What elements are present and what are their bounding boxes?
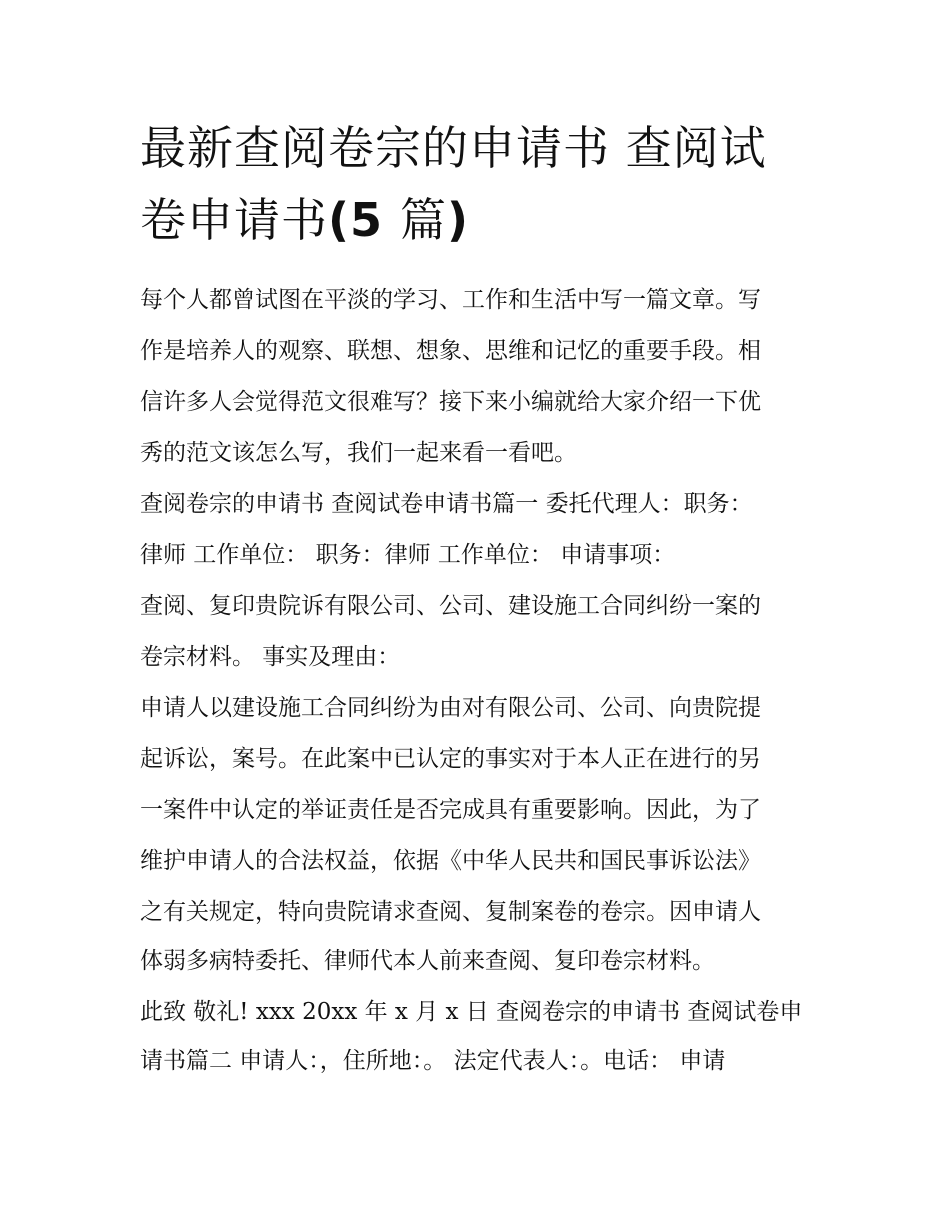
- body-line: 律师 工作单位： 职务：律师 工作单位： 申请事项：: [140, 542, 676, 568]
- body-line: 查阅卷宗的申请书 查阅试卷申请书篇一 委托代理人：职务：: [140, 491, 753, 517]
- body-line: 申请人以建设施工合同纠纷为由对有限公司、公司、向贵院提: [140, 695, 761, 721]
- document-title: [140, 112, 820, 256]
- title-line-2-text: 卷申请书: [140, 193, 328, 247]
- body-line: 之有关规定，特向贵院请求查阅、复制案卷的卷宗。因申请人: [140, 899, 761, 925]
- body-line: 维护申请人的合法权益，依据《中华人民共和国民事诉讼法》: [140, 848, 761, 874]
- body-line: 信许多人会觉得范文很难写？接下来小编就给大家介绍一下优: [140, 389, 761, 415]
- body-line: 查阅、复印贵院诉有限公司、公司、建设施工合同纠纷一案的: [140, 593, 761, 619]
- body-line: 请书篇二 申请人：，住所地：。 法定代表人：。电话： 申请: [140, 1048, 726, 1074]
- body-line: 体弱多病特委托、律师代本人前来查阅、复印卷宗材料。: [140, 948, 715, 974]
- title-line-2-count: (5: [328, 193, 401, 247]
- title-line-2-unit: 篇: [400, 193, 448, 247]
- body-line: 每个人都曾试图在平淡的学习、工作和生活中写一篇文章。写: [140, 287, 761, 313]
- body-line: 一案件中认定的举证责任是否完成具有重要影响。因此，为了: [140, 797, 761, 823]
- body-line: 起诉讼，案号。在此案中已认定的事实对于本人正在进行的另: [140, 746, 761, 772]
- title-line-2-close: ): [447, 193, 470, 247]
- body-line: 秀的范文该怎么写，我们一起来看一看吧。: [140, 440, 577, 466]
- title-line-1: 最新查阅卷宗的申请书 查阅试: [140, 121, 767, 175]
- body-line: 作是培养人的观察、联想、想象、思维和记忆的重要手段。相: [140, 338, 761, 364]
- body-line: 此致 敬礼! xxx 20xx 年 x 月 x 日 查阅卷宗的申请书 查阅试卷申: [140, 999, 803, 1025]
- body-line: 卷宗材料。 事实及理由：: [140, 644, 401, 670]
